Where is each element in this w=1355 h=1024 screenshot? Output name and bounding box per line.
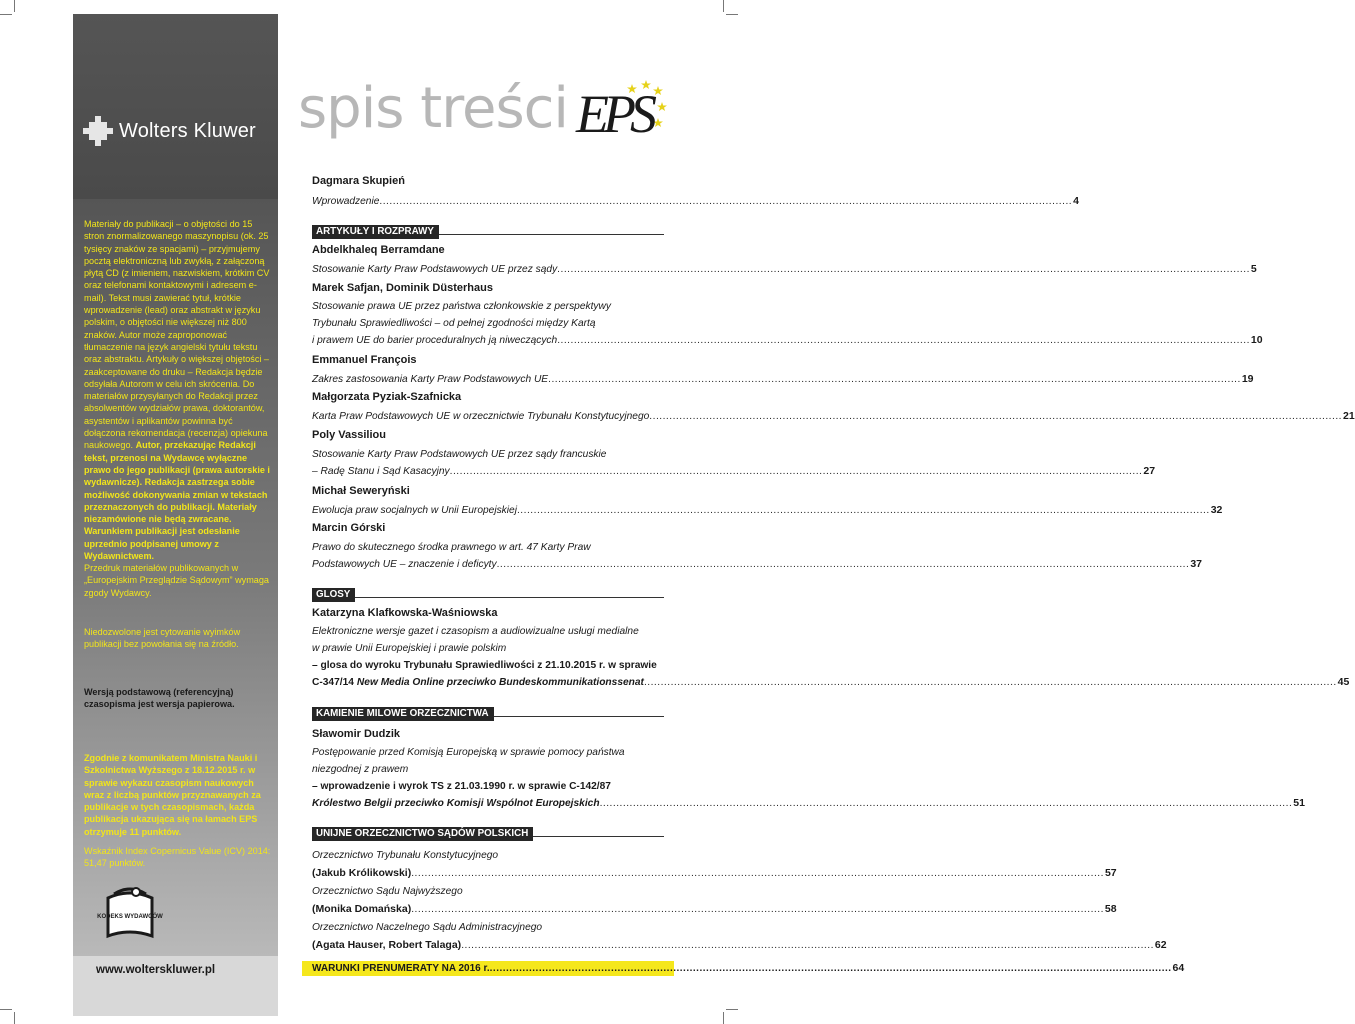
toc-author: Marcin Górski [312, 522, 386, 534]
toc-case-number: C-347/14 [312, 677, 354, 688]
publishers-code-badge-icon [97, 884, 163, 944]
toc-author: Małgorzata Pyziak-Szafnicka [312, 391, 462, 403]
toc-page-number: 45 [1337, 676, 1350, 688]
crop-mark [0, 1009, 12, 1010]
toc-title: Orzecznictwo Naczelnego Sądu Administracyjnego [312, 922, 543, 933]
toc-entry[interactable] [312, 353, 1254, 387]
index-copernicus-note: Wskaźnik Index Copernicus Value (ICV) 2014: 51,47 punktów. [84, 846, 271, 869]
toc-entry[interactable] [312, 883, 1117, 919]
toc-page-number: 51 [1293, 797, 1305, 809]
toc-page-number: 10 [1250, 334, 1263, 346]
section-heading-articles: ARTYKUŁY I ROZPRAWY [312, 221, 664, 235]
toc-title: Ewolucja praw socjalnych w Unii Europejskiej [312, 505, 517, 516]
toc-entry[interactable] [312, 847, 1117, 883]
eps-logo [574, 76, 670, 148]
toc-title: Stosowanie prawa UE przez państwa członkowskie z perspektywy [312, 301, 611, 312]
toc-entry[interactable] [312, 390, 1355, 424]
toc-entry[interactable] [312, 428, 1156, 480]
toc-title: Trybunału Sprawiedliwości – od pełnej zgodności między Kartą [312, 318, 596, 329]
copyright-terms: Autor, przekazując Redakcji tekst, przenosi na Wydawcę wyłączne prawo do jego publikacji (prawa autorskie i wydawnicze). Redakcja zastrzega sobie możliwość dokonywania zmian w tekstach przeznaczonych do publikacji. Materiały niezamówione nie będą zwracane. Warunkiem publikacji jest odesłanie uprzednio podpisanej umowy z Wydawnictwem. [84, 440, 270, 562]
toc-author: Dagmara Skupień [312, 175, 405, 187]
toc-entry[interactable] [312, 281, 1263, 349]
crop-mark [723, 0, 724, 12]
submission-guidelines: Materiały do publikacji – o objętości do 15 stron znormalizowanego maszynopisu (ok. 25 tysięcy znaków ze spacjami) – przyjmujemy pocztą elektroniczną lub zwykłą, z załączoną płytą CD (z imieniem, nazwiskiem, krótkim CV oraz telefonami kontaktowymi i adresem e-mail). Tekst musi zawierać tytuł, krótkie wprowadzenie (lead) oraz abstrakt w języku polskim, o objętości nie większej niż 800 znaków. Autor może zaproponować tłumaczenie na język angielski tytułu tekstu oraz abstraktu. Artykuły o większej objętości – zaakceptowane do druku – Redakcja będzie odsyłała Autorom w celu ich skrócenia. Do materiałów przysyłanych do Redakcji przez absolwentów wydziałów prawa, doktorantów, asystentów i aplikantów powinna być dołączona rekomendacja (recenzja) opiekuna naukowego. [84, 219, 270, 451]
toc-page-number: 58 [1104, 903, 1117, 915]
toc-title: Królestwo Belgii przeciwko Komisji Wspólnot Europejskich [312, 798, 600, 809]
toc-entry[interactable] [312, 521, 1203, 573]
toc-title: Zakres zastosowania Karty Praw Podstawowych UE [312, 374, 549, 385]
section-heading-polish-courts: UNIJNE ORZECZNICTWO SĄDÓW POLSKICH [312, 823, 664, 837]
toc-author: Poly Vassiliou [312, 429, 386, 441]
citation-note: Niedozwolone jest cytowanie wyimków publikacji bez powołania się na źródło. [84, 627, 241, 650]
toc-entry[interactable] [312, 606, 1350, 691]
ministry-points-note: Zgodnie z komunikatem Ministra Nauki i Szkolnictwa Wyższego z 18.12.2015 r. w sprawie wykazu czasopism naukowych wraz z liczbą punktów przyznawanych za publikacje w tych czasopismach, każda publikacja ukazująca się na łamach EPS otrzymuje 11 punktów. [84, 753, 261, 837]
toc-title: Orzecznictwo Trybunału Konstytucyjnego [312, 850, 499, 861]
toc-entry[interactable] [312, 727, 1305, 812]
toc-author: (Jakub Królikowski) [312, 867, 412, 879]
toc-title: – wprowadzenie i wyrok TS z 21.03.1990 r. w sprawie C-142/87 [312, 781, 611, 792]
toc-title: Stosowanie Karty Praw Podstawowych UE przez sądy [312, 264, 558, 275]
toc-page-number: 32 [1210, 504, 1223, 516]
toc-entry-subscription[interactable] [302, 961, 1185, 976]
toc-page-number: 62 [1154, 939, 1167, 951]
toc-page-number: 27 [1143, 465, 1156, 477]
toc-title: Elektroniczne wersje gazet i czasopism a audiowizualne usługi medialne [312, 626, 639, 637]
toc-page-number: 4 [1073, 195, 1079, 207]
toc-author: Emmanuel François [312, 354, 417, 366]
toc-author: Sławomir Dudzik [312, 728, 401, 740]
sidebar [73, 14, 278, 1016]
crop-mark [0, 14, 12, 15]
toc-title: Orzecznictwo Sądu Najwyższego [312, 886, 463, 897]
toc-entry[interactable] [312, 243, 1257, 277]
crop-mark [14, 0, 15, 12]
toc-page-number: 5 [1250, 263, 1257, 275]
toc-author: (Monika Domańska) [312, 903, 412, 915]
toc-entry[interactable] [312, 919, 1167, 955]
toc-title: Stosowanie Karty Praw Podstawowych UE przez sądy francuskie [312, 449, 607, 460]
toc-author: Katarzyna Klafkowska-Waśniowska [312, 607, 498, 619]
toc-title: – glosa do wyroku Trybunału Sprawiedliwości z 21.10.2015 r. w sprawie [312, 660, 657, 671]
publisher-name: Wolters Kluwer [119, 119, 256, 142]
toc-entry-intro[interactable] [312, 174, 1079, 209]
toc-author: Marek Safjan, Dominik Düsterhaus [312, 282, 493, 294]
publisher-website-link[interactable]: www.wolterskluwer.pl [96, 964, 216, 976]
toc-title: – Radę Stanu i Sąd Kasacyjny [312, 466, 450, 477]
section-heading-milestones: KAMIENIE MILOWE ORZECZNICTWA [312, 703, 664, 717]
publisher-logo [83, 116, 256, 146]
toc-title: Podstawowych UE – znaczenie i deficyty [312, 559, 497, 570]
badge-label: KODEKS WYDAWCÓW [97, 914, 163, 920]
toc-title: New Media Online przeciwko Bundeskommunikationssenat [356, 677, 644, 688]
toc-entry[interactable] [312, 484, 1223, 518]
toc-author: Abdelkhaleq Berramdane [312, 244, 445, 256]
toc-page-number: 19 [1241, 373, 1254, 385]
reprint-note: Przedruk materiałów publikowanych w „Europejskim Przeglądzie Sądowym” wymaga zgody Wydawcy. [84, 563, 269, 598]
crop-mark [726, 1009, 738, 1010]
toc-title: niezgodnej z prawem [312, 764, 409, 775]
toc-page-number: 37 [1190, 558, 1203, 570]
eps-logo-text: EPS [576, 84, 651, 144]
toc-page-number: 64 [1172, 962, 1185, 974]
crop-mark [723, 1012, 724, 1024]
section-heading-glosses: GLOSY [312, 584, 664, 598]
wolters-kluwer-logo-icon [83, 116, 113, 146]
toc-title: w prawie Unii Europejskiej i prawie polskim [312, 643, 507, 654]
toc-page-number: 57 [1104, 867, 1117, 879]
crop-mark [14, 1012, 15, 1024]
toc-title: Prawo do skutecznego środka prawnego w art. 47 Karty Praw [312, 542, 591, 553]
crop-mark [726, 14, 738, 15]
toc-title: Postępowanie przed Komisją Europejską w sprawie pomocy państwa [312, 747, 625, 758]
toc-title: Wprowadzenie [312, 196, 380, 207]
reference-version-note: Wersją podstawową (referencyjną) czasopisma jest wersja papierowa. [84, 687, 235, 710]
toc-author: Michał Seweryński [312, 485, 410, 497]
toc-page-number: 21 [1343, 410, 1355, 422]
toc-title: WARUNKI PRENUMERATY NA 2016 r. [312, 963, 490, 974]
submission-info [84, 218, 272, 562]
toc-author: (Agata Hauser, Robert Talaga) [312, 939, 462, 951]
toc-title: Karta Praw Podstawowych UE w orzecznictwie Trybunału Konstytucyjnego [312, 411, 650, 422]
toc-title: i prawem UE do barier proceduralnych ją niweczących [312, 335, 558, 346]
page-title: spis treści [298, 76, 568, 141]
